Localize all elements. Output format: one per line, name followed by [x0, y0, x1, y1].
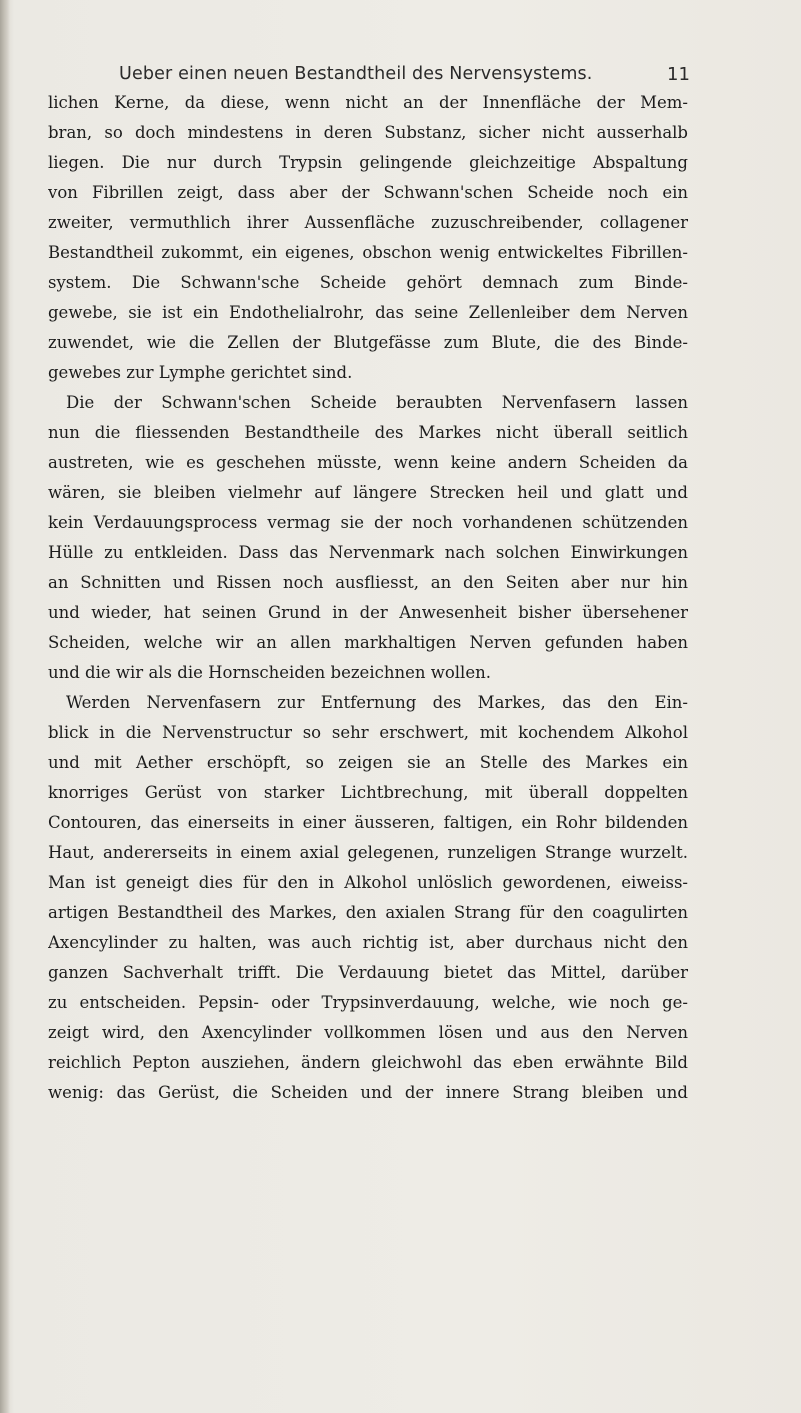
text-line: wenig: das Gerüst, die Scheiden und der innere Strang bleiben und [48, 1083, 688, 1102]
text-line: nun die fliessenden Bestandtheile des Markes nicht überall seitlich [48, 423, 688, 442]
text-line: zweiter, vermuthlich ihrer Aussenfläche zuzuschreibender, collagener [48, 213, 688, 232]
text-line: wären, sie bleiben vielmehr auf längere Strecken heil und glatt und [48, 483, 688, 502]
text-line: zu entscheiden. Pepsin- oder Trypsinverdauung, welche, wie noch ge- [48, 993, 688, 1012]
text-line: Man ist geneigt dies für den in Alkohol unlöslich gewordenen, eiweiss- [48, 873, 688, 892]
text-line: Bestandtheil zukommt, ein eigenes, obschon wenig entwickeltes Fibrillen- [48, 243, 688, 262]
text-line: und wieder, hat seinen Grund in der Anwesenheit bisher übersehener [48, 603, 688, 622]
text-line: blick in die Nervenstructur so sehr erschwert, mit kochendem Alkohol [48, 723, 688, 742]
text-line: knorriges Gerüst von starker Lichtbrechung, mit überall doppelten [48, 783, 688, 802]
text-line: und die wir als die Hornscheiden bezeichnen wollen. [48, 663, 491, 682]
text-line: Haut, andererseits in einem axial gelegenen, runzeligen Strange wurzelt. [48, 843, 688, 862]
text-line: und mit Aether erschöpft, so zeigen sie an Stelle des Markes ein [48, 753, 688, 772]
page-number: 11 [667, 64, 690, 85]
text-line: Contouren, das einerseits in einer äusseren, faltigen, ein Rohr bildenden [48, 813, 688, 832]
text-line: Hülle zu entkleiden. Dass das Nervenmark nach solchen Einwirkungen [48, 543, 688, 562]
text-line: von Fibrillen zeigt, dass aber der Schwann'schen Scheide noch ein [48, 183, 688, 202]
text-line: zuwendet, wie die Zellen der Blutgefässe zum Blute, die des Binde- [48, 333, 688, 352]
text-line: kein Verdauungsprocess vermag sie der noch vorhandenen schützenden [48, 513, 688, 532]
text-line: lichen Kerne, da diese, wenn nicht an der Innenfläche der Mem- [48, 93, 688, 112]
text-line: zeigt wird, den Axencylinder vollkommen lösen und aus den Nerven [48, 1023, 688, 1042]
text-line: liegen. Die nur durch Trypsin gelingende gleichzeitige Abspaltung [48, 153, 688, 172]
body-text [48, 88, 688, 1108]
text-line: reichlich Pepton ausziehen, ändern gleichwohl das eben erwähnte Bild [48, 1053, 688, 1072]
running-title: Ueber einen neuen Bestandtheil des Nervensystems. [119, 64, 593, 84]
text-line-paragraph-start: Werden Nervenfasern zur Entfernung des Markes, das den Ein- [66, 693, 688, 712]
text-line: bran, so doch mindestens in deren Substanz, sicher nicht ausserhalb [48, 123, 688, 142]
page-gutter-shadow [0, 0, 10, 1413]
text-line: system. Die Schwann'sche Scheide gehört demnach zum Binde- [48, 273, 688, 292]
text-line-paragraph-start: Die der Schwann'schen Scheide beraubten Nervenfasern lassen [66, 393, 688, 412]
text-line: austreten, wie es geschehen müsste, wenn keine andern Scheiden da [48, 453, 688, 472]
text-line: gewebes zur Lymphe gerichtet sind. [48, 363, 353, 382]
text-line: an Schnitten und Rissen noch ausfliesst, an den Seiten aber nur hin [48, 573, 688, 592]
text-line: ganzen Sachverhalt trifft. Die Verdauung bietet das Mittel, darüber [48, 963, 688, 982]
text-line: Scheiden, welche wir an allen markhaltigen Nerven gefunden haben [48, 633, 688, 652]
text-line: gewebe, sie ist ein Endothelialrohr, das seine Zellenleiber dem Nerven [48, 303, 688, 322]
text-line: artigen Bestandtheil des Markes, den axialen Strang für den coagulirten [48, 903, 688, 922]
text-line: Axencylinder zu halten, was auch richtig ist, aber durchaus nicht den [48, 933, 688, 952]
